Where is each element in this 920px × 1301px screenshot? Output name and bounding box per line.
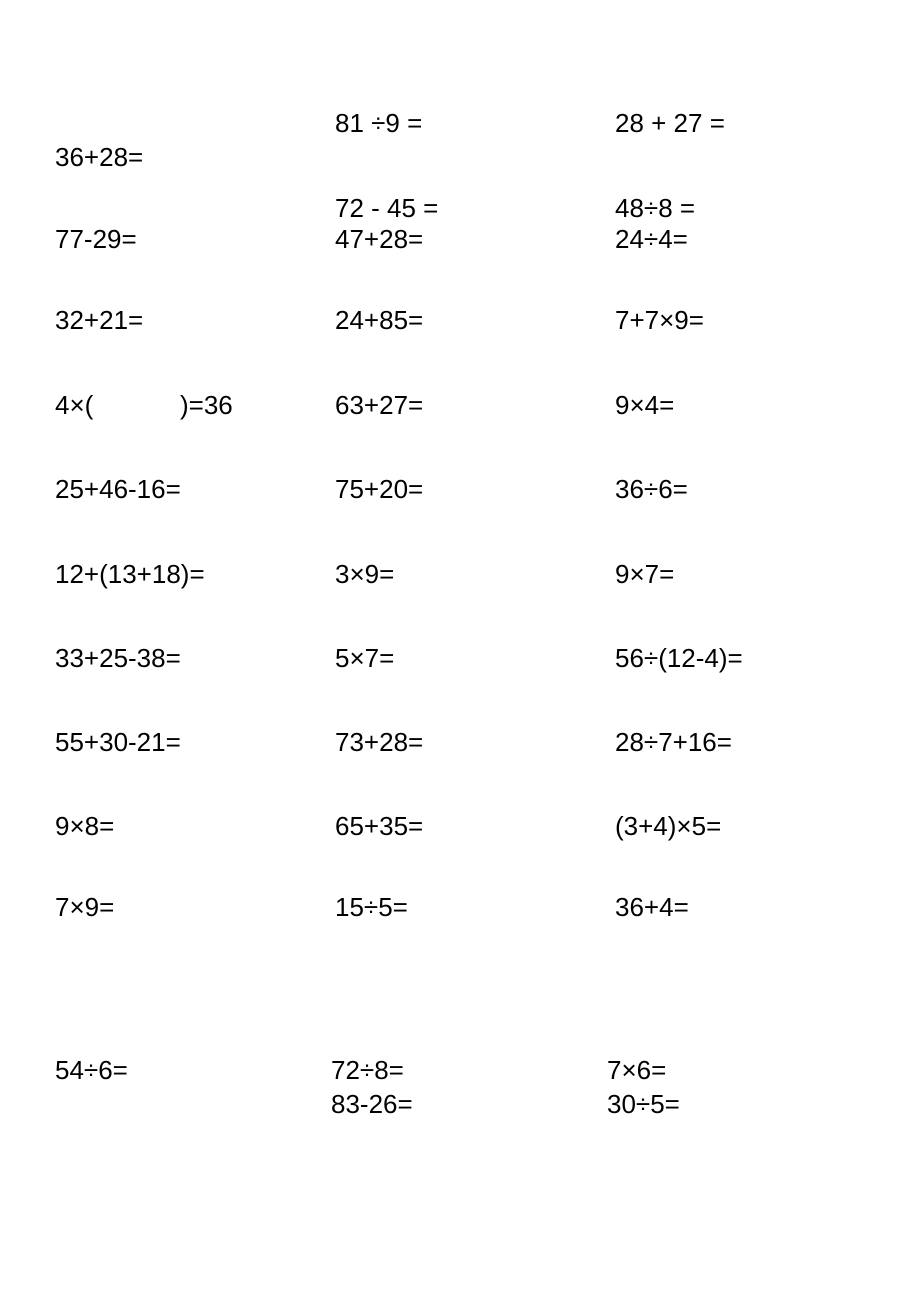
math-problem: 33+25-38=	[55, 643, 181, 673]
math-problem: 3×9=	[335, 559, 395, 589]
math-problem: 24÷4=	[615, 224, 688, 254]
math-problem: 7×9=	[55, 892, 115, 922]
math-problem: 75+20=	[335, 474, 424, 504]
math-problem: 56÷(12-4)=	[615, 643, 743, 673]
math-problem: 65+35=	[335, 811, 424, 841]
math-problem: 32+21=	[55, 305, 144, 335]
math-problem: 36+28=	[55, 142, 144, 172]
math-problem: 25+46-16=	[55, 474, 181, 504]
math-problem: 15÷5=	[335, 892, 408, 922]
math-problem: 7+7×9=	[615, 305, 704, 335]
math-problem: 73+28=	[335, 727, 424, 757]
math-problem: 72 - 45 =	[335, 193, 439, 223]
math-problem: 24+85=	[335, 305, 424, 335]
math-problem: 4×( )=36	[55, 390, 233, 420]
math-problem: 47+28=	[335, 224, 424, 254]
math-problem: 9×7=	[615, 559, 675, 589]
math-problem: 48÷8 =	[615, 193, 696, 223]
math-problem: 5×7=	[335, 643, 395, 673]
math-problem: 9×4=	[615, 390, 675, 420]
math-problem: 28 + 27 =	[615, 108, 725, 138]
math-problem: 7×6=	[607, 1055, 667, 1085]
math-problem: (3+4)×5=	[615, 811, 722, 841]
math-problem: 55+30-21=	[55, 727, 181, 757]
math-problem: 54÷6=	[55, 1055, 128, 1085]
math-problem: 9×8=	[55, 811, 115, 841]
math-problem: 28÷7+16=	[615, 727, 732, 757]
math-problem: 77-29=	[55, 224, 137, 254]
math-problem: 72÷8=	[331, 1055, 404, 1085]
math-problem: 63+27=	[335, 390, 424, 420]
math-problem: 12+(13+18)=	[55, 559, 205, 589]
math-problem: 30÷5=	[607, 1089, 680, 1119]
math-problem: 83-26=	[331, 1089, 413, 1119]
math-problem: 81 ÷9 =	[335, 108, 423, 138]
math-problem: 36+4=	[615, 892, 689, 922]
math-problem: 36÷6=	[615, 474, 688, 504]
